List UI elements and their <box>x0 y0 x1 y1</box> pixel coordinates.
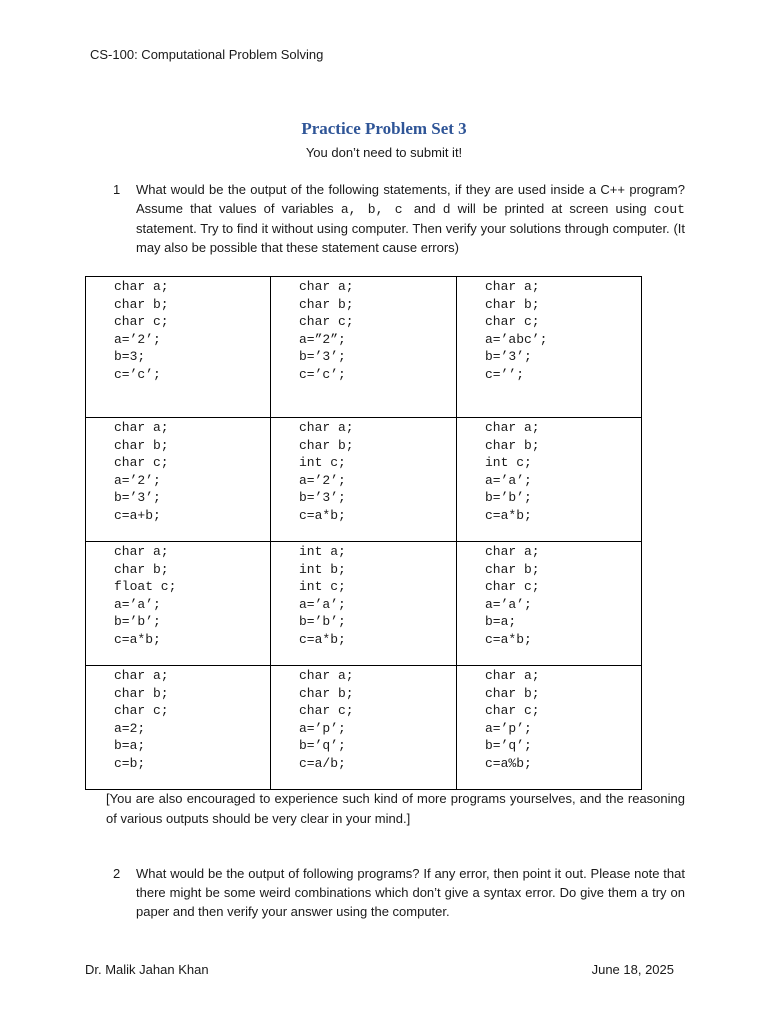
code-var-d: d <box>442 202 451 217</box>
question-1-text-part: will be printed at screen using <box>450 201 654 216</box>
code-line: b=a; <box>114 738 146 753</box>
code-line: c=a/b; <box>299 755 346 771</box>
code-cell <box>86 542 271 666</box>
code-line: a=’a’; <box>299 596 346 612</box>
code-line: c=a*b; <box>485 631 532 647</box>
code-line: a=’p’; <box>299 720 346 736</box>
code-cell <box>457 418 642 542</box>
code-line: char b; <box>114 437 169 453</box>
code-line: c=a*b; <box>299 507 346 523</box>
code-table-row <box>86 542 642 666</box>
code-line: c=a*b; <box>299 631 346 647</box>
code-cell <box>86 418 271 542</box>
code-line: b=’b’; <box>299 614 346 629</box>
code-line: a=”2”; <box>299 331 346 347</box>
code-line: a=’a’; <box>485 596 532 612</box>
question-1-text-part: and <box>413 201 443 216</box>
question-1-text <box>136 180 685 257</box>
question-2-number: 2 <box>113 866 121 881</box>
encouragement-note: [You are also encouraged to experience such kind of more programs yourselves, and the reasoning of various outputs should be very clear in your mind.] <box>106 791 685 826</box>
page-subtitle: You don’t need to submit it! <box>305 145 463 160</box>
code-line: a=’p’; <box>485 720 532 736</box>
code-line: char b; <box>114 685 169 701</box>
code-cout: cout <box>653 202 685 217</box>
code-line: c=’’; <box>485 366 525 382</box>
question-1-text-part: statement. Try to find it without using computer. Then verify your solutions through computer. (It may also be possible that these statement cause errors) <box>136 221 685 255</box>
code-line: char b; <box>114 561 169 577</box>
code-line: c=’c’; <box>299 366 346 382</box>
code-line: c=b; <box>114 755 146 771</box>
code-line: char a; <box>485 544 540 559</box>
code-line: char b; <box>114 296 169 312</box>
code-line: c=a*b; <box>114 631 161 647</box>
code-line: int c; <box>299 455 346 470</box>
code-line: char a; <box>114 279 169 294</box>
code-line: b=’q’; <box>485 738 532 753</box>
code-line: char b; <box>485 561 540 577</box>
code-line: char a; <box>114 420 169 435</box>
code-line: char c; <box>299 703 354 718</box>
code-line: char a; <box>485 420 540 435</box>
code-line: char b; <box>485 685 540 701</box>
code-cell <box>86 666 271 790</box>
code-cell <box>457 542 642 666</box>
code-line: char a; <box>299 279 354 294</box>
code-line: b=’b’; <box>114 614 161 629</box>
code-line: b=’b’; <box>485 490 532 505</box>
code-snippets-table <box>85 276 642 790</box>
code-line: c=a+b; <box>114 507 161 523</box>
code-line: a=’a’; <box>485 472 532 488</box>
code-line: char c; <box>114 314 169 329</box>
code-cell <box>271 418 457 542</box>
code-table-row <box>86 666 642 790</box>
code-table-row <box>86 418 642 542</box>
code-line: b=a; <box>485 614 517 629</box>
code-line: b=’3’; <box>114 490 161 505</box>
code-line: char c; <box>485 703 540 718</box>
page-title: Practice Problem Set 3 <box>301 119 467 138</box>
code-line: char a; <box>299 420 354 435</box>
code-line: int c; <box>299 579 346 594</box>
code-vars-abc: a, b, c <box>340 202 414 217</box>
code-line: c=a*b; <box>485 507 532 523</box>
code-line: c=’c’; <box>114 366 161 382</box>
code-line: char a; <box>299 668 354 683</box>
code-line: int a; <box>299 544 346 559</box>
code-line: char a; <box>485 668 540 683</box>
code-cell <box>271 666 457 790</box>
code-line: char b; <box>299 685 354 701</box>
code-line: char c; <box>485 579 540 594</box>
code-line: a=’a’; <box>114 596 161 612</box>
code-line: float c; <box>114 579 177 594</box>
code-line: char b; <box>485 437 540 453</box>
code-line: char b; <box>299 296 354 312</box>
code-cell <box>457 666 642 790</box>
code-line: char b; <box>485 296 540 312</box>
code-line: int c; <box>485 455 532 470</box>
code-line: a=’abc’; <box>485 331 548 347</box>
code-line: int b; <box>299 561 346 577</box>
code-line: char b; <box>299 437 354 453</box>
code-cell <box>86 277 271 418</box>
code-line: char a; <box>114 544 169 559</box>
code-cell <box>271 277 457 418</box>
code-line: a=’2’; <box>114 472 161 488</box>
code-line: char c; <box>114 455 169 470</box>
code-line: a=2; <box>114 720 146 736</box>
code-line: char c; <box>299 314 354 329</box>
code-cell <box>457 277 642 418</box>
code-cell <box>271 542 457 666</box>
footer-author: Dr. Malik Jahan Khan <box>85 962 209 977</box>
question-2-text: What would be the output of following programs? If any error, then point it out. Please note that there might be some weird combinations which don’t give a syntax error. Do give them a try on paper and then verify your answer using the computer. <box>136 866 685 919</box>
course-header: CS-100: Computational Problem Solving <box>90 47 324 62</box>
code-line: c=a%b; <box>485 755 532 771</box>
code-line: b=’3’; <box>299 349 346 364</box>
code-line: b=3; <box>114 349 146 364</box>
code-line: b=’3’; <box>485 349 532 364</box>
code-line: char a; <box>114 668 169 683</box>
code-line: char c; <box>485 314 540 329</box>
code-line: char a; <box>485 279 540 294</box>
code-line: b=’q’; <box>299 738 346 753</box>
code-line: char c; <box>114 703 169 718</box>
footer-date: June 18, 2025 <box>591 962 674 977</box>
question-1-text-part: What would be the output of the following statements, if they are used inside a C++ program? Assume that values of variables <box>136 182 685 216</box>
code-line: a=’2’; <box>114 331 161 347</box>
question-1-number: 1 <box>113 182 121 197</box>
code-line: a=’2’; <box>299 472 346 488</box>
code-line: b=’3’; <box>299 490 346 505</box>
code-table-row <box>86 277 642 418</box>
